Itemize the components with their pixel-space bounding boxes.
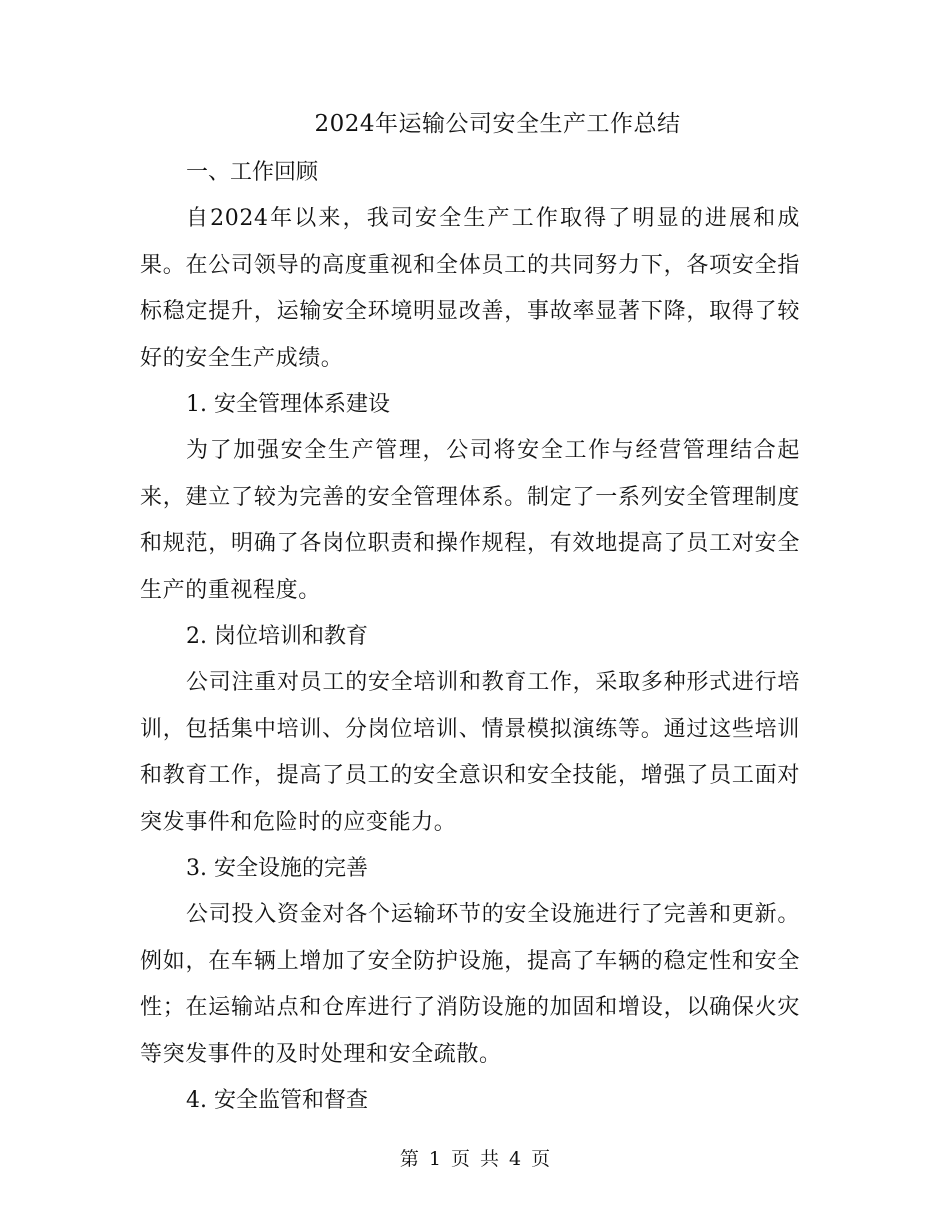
item-body-3: 公司投入资金对各个运输环节的安全设施进行了完善和更新。例如，在车辆上增加了安全防护设施，提高了车辆的稳定性和安全性；在运输站点和仓库进行了消防设施的加固和增设，以确保火灾等突发事件的及时处理和安全疏散。 xyxy=(140,902,800,1067)
item-heading-2: 2. 岗位培训和教育 xyxy=(186,624,368,649)
item-heading-4: 4. 安全监管和督查 xyxy=(186,1088,368,1113)
item-heading-3: 3. 安全设施的完善 xyxy=(186,856,368,881)
document-body xyxy=(140,150,800,1124)
item-body-1: 为了加强安全生产管理，公司将安全工作与经营管理结合起来，建立了较为完善的安全管理体系。制定了一系列安全管理制度和规范，明确了各岗位职责和操作规程，有效地提高了员工对安全生产的重视程度。 xyxy=(140,438,800,603)
item-heading-1: 1. 安全管理体系建设 xyxy=(186,392,390,417)
document-title: 2024年运输公司安全生产工作总结 xyxy=(314,111,681,137)
page-number: 第 1 页 共 4 页 xyxy=(399,1148,551,1170)
intro-paragraph: 自2024年以来，我司安全生产工作取得了明显的进展和成果。在公司领导的高度重视和全体员工的共同努力下，各项安全指标稳定提升，运输安全环境明显改善，事故率显著下降，取得了较好的安全生产成绩。 xyxy=(140,206,800,371)
item-body-2: 公司注重对员工的安全培训和教育工作，采取多种形式进行培训，包括集中培训、分岗位培训、情景模拟演练等。通过这些培训和教育工作，提高了员工的安全意识和安全技能，增强了员工面对突发事件和危险时的应变能力。 xyxy=(140,670,800,835)
section-heading: 一、工作回顾 xyxy=(186,160,319,185)
